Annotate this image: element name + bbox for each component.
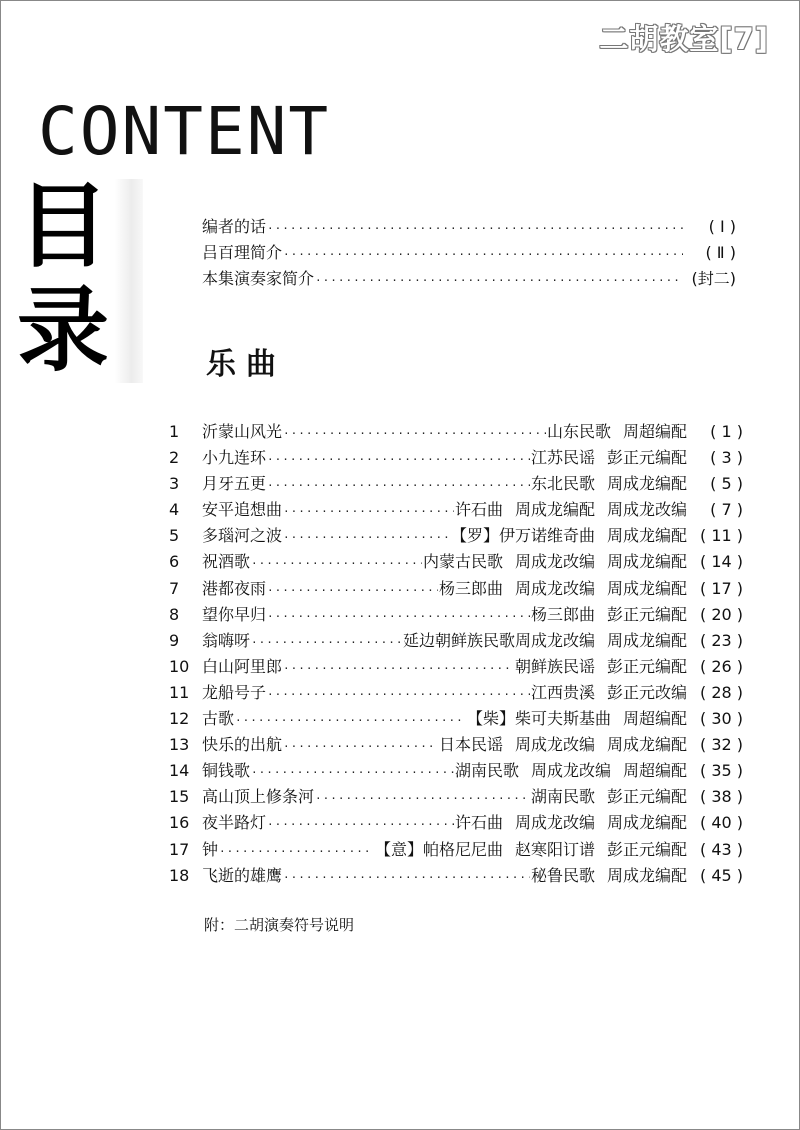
toc-credits (531, 680, 687, 703)
toc-number: 11 (169, 682, 190, 702)
toc-credit: 周成龙编配 (606, 813, 687, 833)
toc-page: ( 11 ) (699, 526, 743, 546)
toc-title: 高山顶上修条河 (202, 787, 315, 807)
toc-page: ( 32 ) (699, 735, 743, 755)
toc-credits (547, 419, 687, 442)
dot-leader (283, 740, 438, 753)
dot-leader (283, 505, 454, 518)
content-heading: CONTENT (38, 93, 331, 170)
toc-credit: 周成龙编配 (606, 474, 687, 494)
toc-number: 13 (169, 735, 190, 755)
toc-row[interactable] (169, 471, 743, 497)
toc-credit: 彭正元编配 (606, 656, 687, 676)
toc-credits (467, 706, 687, 729)
toc-credit: 彭正元编配 (606, 787, 687, 807)
toc-credit: 周成龙编配 (606, 735, 687, 755)
toc-page: ( 1 ) (710, 422, 743, 441)
toc-row[interactable] (169, 602, 743, 628)
toc-credit: 周成龙改编 (606, 500, 687, 520)
dot-leader (235, 714, 466, 727)
toc-credit: 【柴】柴可夫斯基曲 (466, 709, 611, 729)
prelim-row[interactable] (202, 214, 736, 240)
toc-row[interactable] (169, 706, 743, 732)
toc-number: 15 (169, 787, 190, 807)
toc-number: 4 (169, 500, 180, 520)
toc-row[interactable] (169, 837, 743, 863)
toc-credits (531, 784, 687, 807)
dot-leader (283, 531, 450, 544)
toc-credit: 湖南民歌 (530, 787, 595, 807)
toc-number: 7 (169, 578, 180, 598)
toc-page: ( 38 ) (699, 787, 743, 807)
toc-row[interactable] (169, 445, 743, 471)
dot-leader (283, 248, 683, 261)
toc-page: ( 30 ) (699, 709, 743, 729)
toc-page: ( 43 ) (699, 839, 743, 859)
toc-credit: 江苏民谣 (530, 448, 595, 468)
toc-number: 14 (169, 761, 190, 781)
toc-credit: 周成龙编配 (606, 552, 687, 572)
dot-leader (267, 818, 454, 831)
toc-row[interactable] (169, 680, 743, 706)
toc-number: 2 (169, 448, 180, 468)
toc-title: 小九连环 (202, 448, 267, 468)
toc-page: ( 26 ) (699, 656, 743, 676)
toc-credit: 彭正元编配 (606, 839, 687, 859)
toc-credit: 日本民谣 (438, 735, 503, 755)
toc-number: 9 (169, 630, 180, 650)
toc-title: 铜钱歌 (202, 761, 251, 781)
toc-credit: 彭正元改编 (606, 682, 687, 702)
toc-credit: 山东民歌 (546, 422, 611, 441)
toc-title: 月牙五更 (202, 474, 267, 494)
toc-credit: 延边朝鲜族民歌周成龙改编 (402, 630, 595, 650)
toc-title: 古歌 (202, 709, 235, 729)
toc-title: 望你早归 (202, 604, 267, 624)
toc-number: 10 (169, 656, 190, 676)
toc-number: 17 (169, 839, 190, 859)
toc-credits (403, 628, 687, 651)
toc-row[interactable] (169, 497, 743, 523)
dot-leader (283, 662, 514, 675)
toc-credit: 周超编配 (622, 422, 687, 441)
toc-credits (531, 602, 687, 625)
toc-credit: 许石曲 (454, 500, 503, 520)
toc-credits (375, 837, 687, 860)
dot-leader (267, 222, 683, 235)
toc-credit: 彭正元编配 (606, 604, 687, 624)
prelim-title: 编者的话 (202, 217, 267, 236)
toc-title: 钟 (202, 839, 219, 859)
toc-credit: 周成龙编配 (606, 578, 687, 598)
toc-title: 白山阿里郎 (202, 656, 283, 676)
dot-leader (267, 584, 438, 597)
toc-title: 飞逝的雄鹰 (202, 865, 283, 885)
prelim-page: (封二) (691, 269, 736, 288)
toc-number: 8 (169, 604, 180, 624)
dot-leader (251, 557, 422, 570)
toc-credit: 赵寒阳订谱 (514, 839, 595, 859)
toc-page: ( 23 ) (699, 630, 743, 650)
toc-credit: 周成龙改编 (514, 735, 595, 755)
toc-number: 16 (169, 813, 190, 833)
toc-row[interactable] (169, 784, 743, 810)
toc-credit: 杨三郎曲 (530, 604, 595, 624)
toc-credit: 杨三郎曲 (438, 578, 503, 598)
prelim-page: ( Ⅱ ) (705, 243, 736, 262)
toc-credit: 周超编配 (622, 761, 687, 781)
prelim-list (202, 214, 736, 292)
toc-credit: 秘鲁民歌 (530, 865, 595, 885)
toc-credit: 内蒙古民歌 (422, 552, 503, 572)
toc-page: ( 14 ) (699, 552, 743, 572)
toc-credit: 周成龙改编 (514, 578, 595, 598)
toc-credit: 湖南民歌 (454, 761, 519, 781)
toc-page: ( 28 ) (699, 682, 743, 702)
dot-leader (315, 274, 683, 287)
toc-row[interactable] (169, 732, 743, 758)
toc-number: 18 (169, 865, 190, 885)
dot-leader (219, 845, 374, 858)
toc-title: 沂蒙山风光 (202, 422, 283, 441)
appendix-note: 附：二胡演奏符号说明 (204, 916, 355, 934)
toc-number: 5 (169, 526, 180, 546)
toc-title: 港都夜雨 (202, 578, 267, 598)
toc-credit: 周成龙编配 (606, 865, 687, 885)
toc-credits (455, 810, 687, 833)
toc-credits (531, 471, 687, 494)
dot-leader (251, 636, 402, 649)
toc-title: 翁嗨呀 (202, 630, 251, 650)
toc-row[interactable] (169, 758, 743, 784)
toc-credit: 朝鲜族民谣 (514, 656, 595, 676)
toc-page: ( 17 ) (699, 578, 743, 598)
dot-leader (267, 453, 530, 466)
toc-credit: 周成龙编配 (606, 630, 687, 650)
toc-number: 6 (169, 552, 180, 572)
toc-credit: 周成龙编配 (514, 500, 595, 520)
mulu-char-2: 录 (16, 277, 109, 384)
toc-credits (455, 497, 687, 520)
toc-credit: 东北民歌 (530, 474, 595, 494)
toc-credit: 周成龙改编 (514, 813, 595, 833)
toc-credit: 周成龙改编 (514, 552, 595, 572)
toc-credit: 彭正元编配 (606, 448, 687, 468)
toc-title: 多瑙河之波 (202, 526, 283, 546)
toc-page: ( 7 ) (710, 500, 743, 520)
dot-leader (251, 766, 454, 779)
prelim-row[interactable] (202, 240, 736, 266)
section-title: 乐曲 (206, 347, 286, 382)
toc-page: ( 20 ) (699, 604, 743, 624)
dot-leader (267, 479, 530, 492)
toc-credit: 【意】帕格尼尼曲 (374, 839, 503, 859)
prelim-title: 吕百理简介 (202, 243, 283, 262)
toc-credits (423, 549, 687, 572)
book-title: 二胡教室[7] (599, 22, 769, 56)
dot-leader (283, 427, 546, 440)
prelim-title: 本集演奏家简介 (202, 269, 315, 288)
toc-page: ( 40 ) (699, 813, 743, 833)
toc-number: 3 (169, 474, 180, 494)
toc-credits (451, 523, 687, 546)
dot-leader (315, 792, 530, 805)
toc-page: ( 3 ) (710, 448, 743, 468)
toc-list (169, 419, 743, 889)
toc-credits (531, 863, 687, 886)
toc-credits (455, 758, 687, 781)
toc-row[interactable] (169, 810, 743, 836)
toc-page: ( 5 ) (710, 474, 743, 494)
toc-credit: 周成龙编配 (606, 526, 687, 546)
toc-row[interactable] (169, 863, 743, 889)
mulu-char-1: 目 (16, 173, 109, 280)
dot-leader (267, 688, 530, 701)
toc-credit: 江西贵溪 (530, 682, 595, 702)
toc-credit: 许石曲 (454, 813, 503, 833)
dot-leader (283, 871, 530, 884)
toc-credits (531, 445, 687, 468)
toc-row[interactable] (169, 654, 743, 680)
toc-row[interactable] (169, 549, 743, 575)
toc-row[interactable] (169, 523, 743, 549)
toc-row[interactable] (169, 576, 743, 602)
prelim-page: ( Ⅰ ) (708, 217, 736, 236)
toc-page: ( 35 ) (699, 761, 743, 781)
toc-credits (439, 732, 687, 755)
toc-credit: 周超编配 (622, 709, 687, 729)
toc-credits (515, 654, 687, 677)
toc-title: 祝酒歌 (202, 552, 251, 572)
prelim-row[interactable] (202, 266, 736, 292)
toc-number: 1 (169, 422, 180, 441)
dot-leader (267, 610, 530, 623)
toc-page: ( 45 ) (699, 865, 743, 885)
toc-credit: 【罗】伊万诺维奇曲 (450, 526, 595, 546)
toc-number: 12 (169, 709, 190, 729)
toc-title: 安平追想曲 (202, 500, 283, 520)
toc-credit: 周成龙改编 (530, 761, 611, 781)
toc-credits (439, 576, 687, 599)
toc-title: 快乐的出航 (202, 735, 283, 755)
toc-row[interactable] (169, 628, 743, 654)
toc-title: 夜半路灯 (202, 813, 267, 833)
toc-title: 龙船号子 (202, 682, 267, 702)
toc-row[interactable] (169, 419, 743, 445)
